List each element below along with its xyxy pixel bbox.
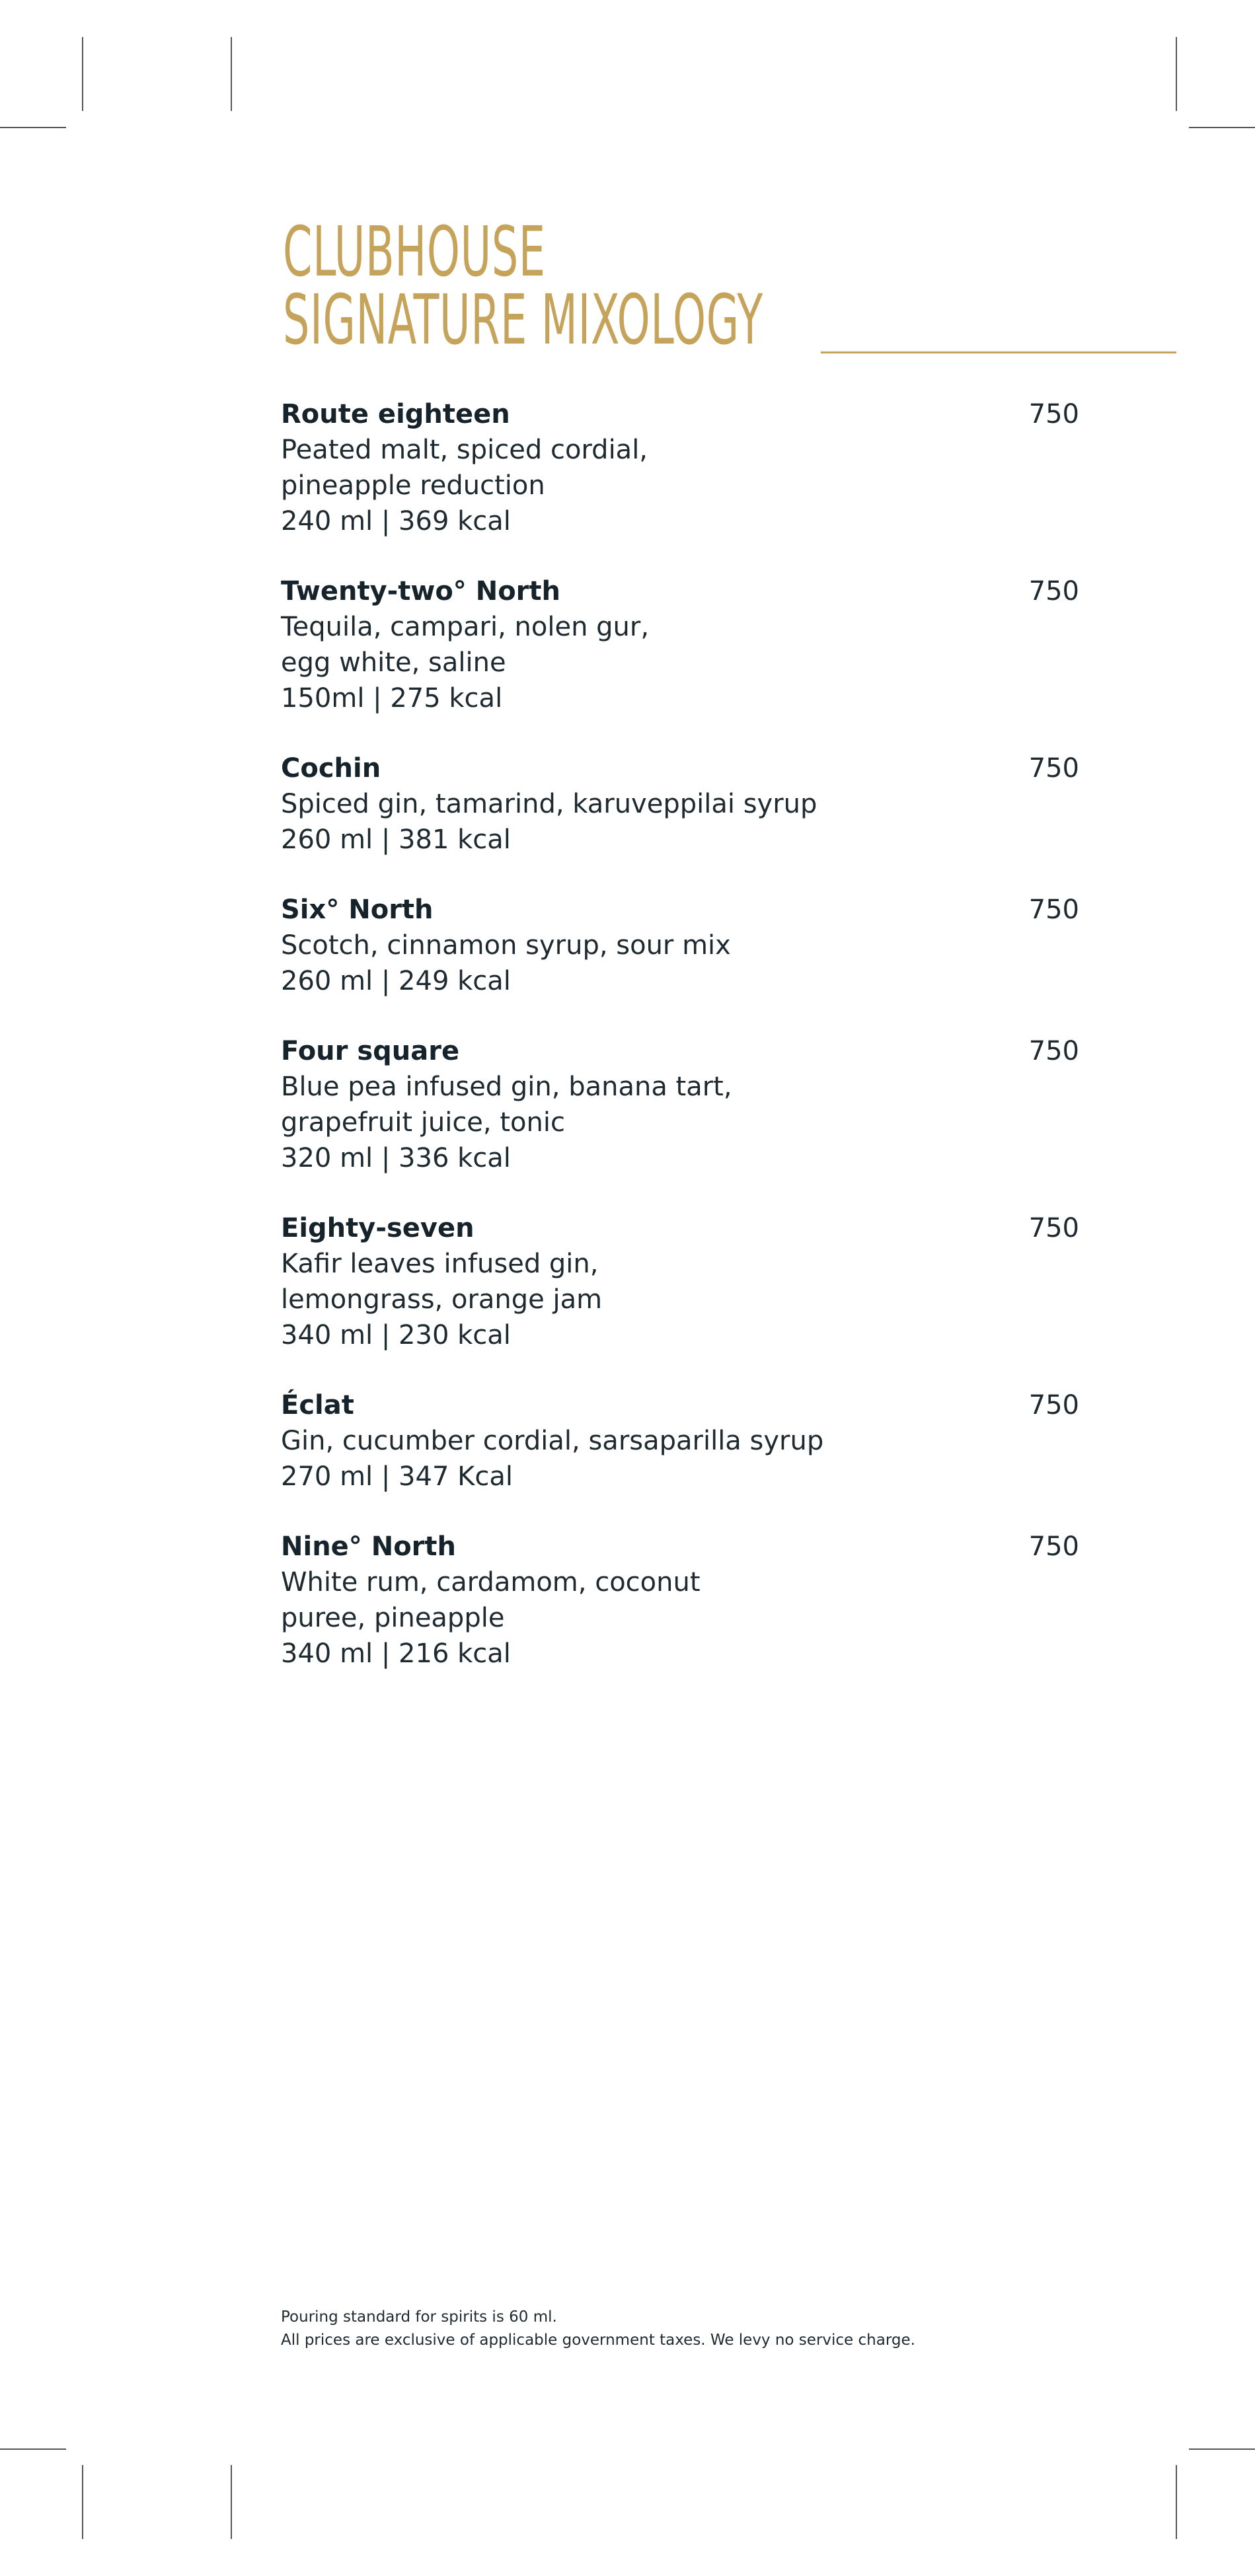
menu-title-line2: SIGNATURE MIXOLOGY <box>283 279 763 360</box>
menu-item <box>281 573 1081 716</box>
menu-item-description: grapefruit juice, tonic <box>281 1107 565 1138</box>
menu-item-volume-calories: 150ml | 275 kcal <box>281 683 503 714</box>
menu-item-name: Eighty-seven <box>281 1213 475 1243</box>
menu-item-volume-calories: 340 ml | 230 kcal <box>281 1320 511 1350</box>
footer-tax-note: All prices are exclusive of applicable government taxes. We levy no service charge. <box>281 2332 915 2349</box>
menu-item-description: egg white, saline <box>281 647 506 678</box>
menu-item <box>281 1387 1081 1494</box>
menu-item-description: Peated malt, spiced cordial, <box>281 435 648 465</box>
menu-item-price: 750 <box>1028 1390 1079 1420</box>
menu-item <box>281 1210 1081 1353</box>
menu-item-description: Tequila, campari, nolen gur, <box>281 612 650 642</box>
crop-mark <box>1176 2465 1177 2539</box>
menu-item-description: lemongrass, orange jam <box>281 1284 603 1315</box>
menu-item-volume-calories: 340 ml | 216 kcal <box>281 1638 511 1669</box>
crop-mark <box>1189 127 1255 128</box>
menu-item-price: 750 <box>1028 1036 1079 1066</box>
crop-mark <box>0 2448 66 2450</box>
menu-item <box>281 1033 1081 1176</box>
menu-item-description: Spiced gin, tamarind, karuveppilai syrup <box>281 789 818 819</box>
menu-item-name: Four square <box>281 1036 460 1066</box>
menu-item-description: Blue pea infused gin, banana tart, <box>281 1072 732 1102</box>
menu-item-name: Twenty-two° North <box>281 576 561 607</box>
crop-mark <box>231 2465 232 2539</box>
menu-item-volume-calories: 240 ml | 369 kcal <box>281 506 511 536</box>
menu-item-price: 750 <box>1028 399 1079 429</box>
menu-item-volume-calories: 320 ml | 336 kcal <box>281 1143 511 1173</box>
title-rule <box>821 351 1176 353</box>
menu-item-description: Gin, cucumber cordial, sarsaparilla syrup <box>281 1426 824 1456</box>
footer-notes <box>281 2306 915 2352</box>
menu-item-price: 750 <box>1028 753 1079 784</box>
menu-item <box>281 396 1081 539</box>
menu-item-name: Six° North <box>281 895 434 925</box>
menu-item-description: puree, pineapple <box>281 1603 505 1633</box>
menu-item <box>281 751 1081 858</box>
crop-mark <box>1189 2448 1255 2450</box>
crop-mark <box>1176 37 1177 111</box>
crop-mark <box>0 127 66 128</box>
menu-item-price: 750 <box>1028 1531 1079 1562</box>
menu-item-price: 750 <box>1028 895 1079 925</box>
menu-title-line1: CLUBHOUSE <box>283 211 546 292</box>
crop-mark <box>82 37 83 111</box>
menu-item-price: 750 <box>1028 576 1079 607</box>
menu-item-description: Scotch, cinnamon syrup, sour mix <box>281 930 731 961</box>
crop-mark <box>231 37 232 111</box>
menu-item-description: White rum, cardamom, coconut <box>281 1567 701 1598</box>
menu-title <box>283 211 763 360</box>
menu-item-name: Cochin <box>281 753 381 784</box>
crop-mark <box>82 2465 83 2539</box>
menu-item-price: 750 <box>1028 1213 1079 1243</box>
menu-item-volume-calories: 260 ml | 381 kcal <box>281 825 511 855</box>
menu-item-name: Nine° North <box>281 1531 456 1562</box>
menu-item-description: Kafir leaves infused gin, <box>281 1249 599 1279</box>
footer-pouring-note: Pouring standard for spirits is 60 ml. <box>281 2308 557 2326</box>
menu-item-name: Route eighteen <box>281 399 510 429</box>
menu-item <box>281 1529 1081 1672</box>
menu-item-description: pineapple reduction <box>281 470 545 501</box>
menu-item <box>281 892 1081 999</box>
menu-item-volume-calories: 270 ml | 347 Kcal <box>281 1461 513 1492</box>
menu-items-list <box>281 396 1081 1706</box>
menu-item-volume-calories: 260 ml | 249 kcal <box>281 966 511 996</box>
menu-item-name: Éclat <box>281 1390 354 1420</box>
